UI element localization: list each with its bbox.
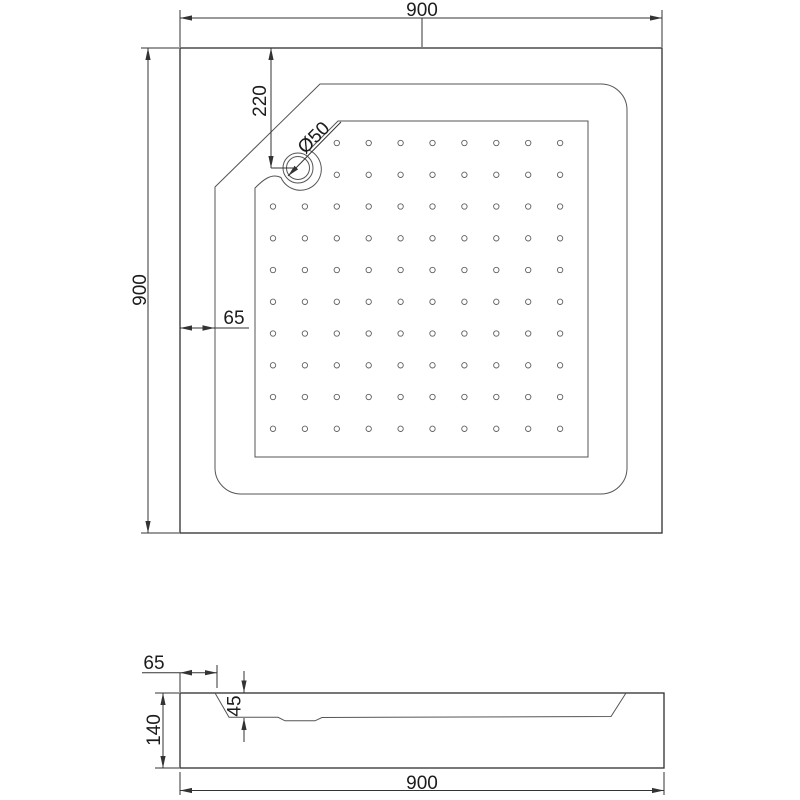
anti-slip-dot <box>366 426 371 431</box>
anti-slip-dot <box>334 140 339 145</box>
anti-slip-dot <box>302 426 307 431</box>
anti-slip-dot <box>462 426 467 431</box>
anti-slip-dot <box>526 204 531 209</box>
anti-slip-dot <box>494 140 499 145</box>
anti-slip-dot <box>334 267 339 272</box>
anti-slip-dot <box>270 236 275 241</box>
anti-slip-dot <box>334 331 339 336</box>
anti-slip-dot <box>557 426 562 431</box>
anti-slip-dot <box>302 331 307 336</box>
dimension-side-rim <box>142 653 217 692</box>
anti-slip-dot <box>526 172 531 177</box>
anti-slip-dot <box>462 299 467 304</box>
anti-slip-dot <box>270 426 275 431</box>
anti-slip-dot <box>398 299 403 304</box>
anti-slip-dot <box>494 426 499 431</box>
anti-slip-dot <box>334 172 339 177</box>
dimension-label: 900 <box>406 773 438 794</box>
anti-slip-dot <box>366 394 371 399</box>
anti-slip-dot <box>302 204 307 209</box>
anti-slip-dot <box>462 236 467 241</box>
anti-slip-dot <box>398 331 403 336</box>
anti-slip-dot <box>302 299 307 304</box>
dimension-label: 65 <box>143 653 165 674</box>
anti-slip-dot <box>462 172 467 177</box>
anti-slip-dot <box>270 331 275 336</box>
anti-slip-dot <box>302 267 307 272</box>
anti-slip-dot <box>270 204 275 209</box>
tray-wall-top-contour <box>215 84 627 494</box>
anti-slip-dot <box>270 363 275 368</box>
anti-slip-dot <box>398 426 403 431</box>
anti-slip-dot <box>494 236 499 241</box>
tray-floor-contour <box>255 121 588 457</box>
anti-slip-dot <box>494 172 499 177</box>
anti-slip-dot <box>366 204 371 209</box>
dimension-label: 140 <box>144 714 165 746</box>
anti-slip-dot <box>334 204 339 209</box>
anti-slip-dot <box>430 267 435 272</box>
anti-slip-dot <box>557 394 562 399</box>
anti-slip-dot <box>366 140 371 145</box>
side-view <box>142 653 664 795</box>
anti-slip-dot <box>526 299 531 304</box>
anti-slip-dot <box>430 331 435 336</box>
anti-slip-dot <box>557 363 562 368</box>
anti-slip-dot <box>430 426 435 431</box>
anti-slip-dot <box>430 140 435 145</box>
anti-slip-dot <box>557 331 562 336</box>
anti-slip-dot <box>366 363 371 368</box>
anti-slip-dot <box>302 236 307 241</box>
anti-slip-dot <box>430 172 435 177</box>
anti-slip-dot <box>462 267 467 272</box>
anti-slip-dot <box>366 267 371 272</box>
anti-slip-dot <box>366 331 371 336</box>
anti-slip-dot <box>557 204 562 209</box>
tray-section-outer-edge <box>180 693 664 768</box>
anti-slip-dot <box>398 204 403 209</box>
anti-slip-dot <box>526 394 531 399</box>
anti-slip-dot <box>526 267 531 272</box>
anti-slip-dot <box>526 331 531 336</box>
dimension-drain-diameter <box>288 118 341 176</box>
anti-slip-dot <box>366 299 371 304</box>
top-view <box>130 0 662 533</box>
anti-slip-dot <box>270 394 275 399</box>
dimension-label: 45 <box>224 695 246 717</box>
anti-slip-dot <box>494 394 499 399</box>
anti-slip-dot <box>366 172 371 177</box>
anti-slip-dot <box>398 267 403 272</box>
anti-slip-dot <box>366 236 371 241</box>
anti-slip-dot <box>526 363 531 368</box>
anti-slip-dot <box>494 204 499 209</box>
anti-slip-dot <box>398 236 403 241</box>
dimension-label: 220 <box>250 85 271 117</box>
anti-slip-dot <box>430 394 435 399</box>
anti-slip-dot <box>494 363 499 368</box>
anti-slip-dot <box>398 172 403 177</box>
anti-slip-dot <box>462 140 467 145</box>
dimension-top-width <box>180 0 662 47</box>
arrowhead <box>203 325 215 331</box>
anti-slip-dot <box>557 140 562 145</box>
anti-slip-dot <box>462 331 467 336</box>
anti-slip-dot <box>462 394 467 399</box>
anti-slip-dot <box>398 363 403 368</box>
anti-slip-dot <box>494 267 499 272</box>
anti-slip-dot <box>430 363 435 368</box>
anti-slip-dot <box>334 236 339 241</box>
anti-slip-dot <box>462 363 467 368</box>
arrowhead <box>180 670 192 676</box>
dimension-left-height <box>130 48 179 533</box>
dimension-total-height <box>144 693 179 768</box>
anti-slip-dot <box>430 204 435 209</box>
anti-slip-dot <box>557 299 562 304</box>
anti-slip-dot <box>398 140 403 145</box>
anti-slip-dot <box>526 236 531 241</box>
anti-slip-dot <box>557 267 562 272</box>
anti-slip-dot <box>462 204 467 209</box>
anti-slip-dot <box>494 299 499 304</box>
dimension-label: 65 <box>223 308 245 329</box>
anti-slip-dot <box>557 172 562 177</box>
anti-slip-dot <box>334 299 339 304</box>
dimension-drain-offset <box>250 48 293 168</box>
anti-slip-dot <box>270 267 275 272</box>
dimension-label: 900 <box>130 274 151 306</box>
anti-slip-dot <box>526 426 531 431</box>
anti-slip-dot <box>334 394 339 399</box>
anti-slip-dot <box>430 299 435 304</box>
anti-slip-dot <box>334 363 339 368</box>
anti-slip-dot-grid <box>270 140 563 431</box>
anti-slip-dot <box>557 236 562 241</box>
anti-slip-dot <box>494 331 499 336</box>
anti-slip-dot <box>430 236 435 241</box>
dimension-label: 900 <box>406 0 438 21</box>
dimension-basin-depth <box>225 671 246 742</box>
tray-section-basin-profile <box>215 693 626 721</box>
anti-slip-dot <box>302 363 307 368</box>
anti-slip-dot <box>270 299 275 304</box>
anti-slip-dot <box>398 394 403 399</box>
dimension-side-width <box>180 772 664 795</box>
anti-slip-dot <box>526 140 531 145</box>
anti-slip-dot <box>334 426 339 431</box>
dimension-label: Ø50 <box>293 117 335 159</box>
anti-slip-dot <box>302 394 307 399</box>
